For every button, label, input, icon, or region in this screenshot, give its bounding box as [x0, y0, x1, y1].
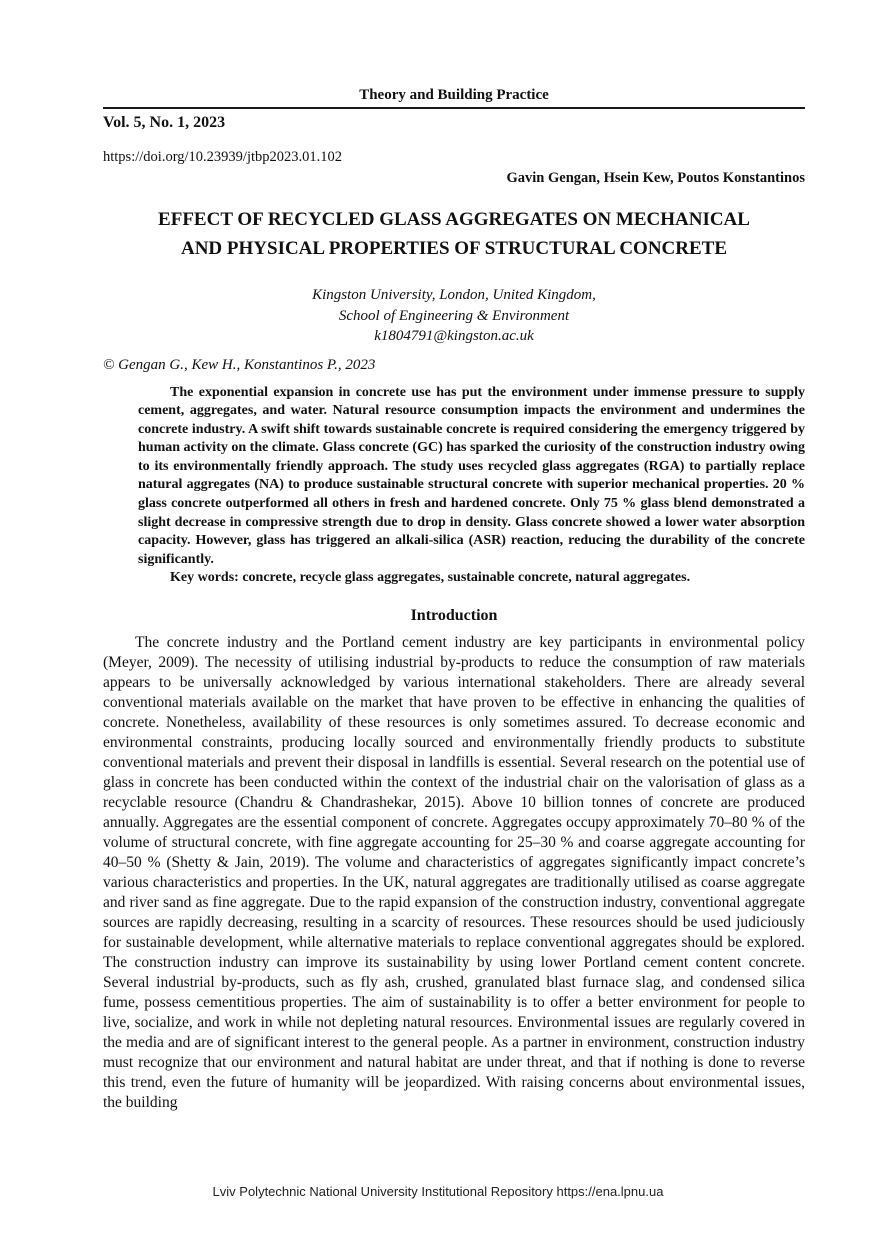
affiliation-school: School of Engineering & Environment [338, 307, 570, 324]
doi-link: https://doi.org/10.23939/jtbp2023.01.102 [103, 149, 342, 165]
introduction-heading: Introduction [410, 607, 498, 625]
affiliation-institution: Kingston University, London, United Kingdom, [312, 287, 596, 303]
abstract-block [138, 384, 805, 589]
keywords-line: Key words: concrete, recycle glass aggregates, sustainable concrete, natural aggregates. [170, 570, 691, 586]
paper-title-line-2: AND PHYSICAL PROPERTIES OF STRUCTURAL CONCRETE [180, 238, 728, 259]
journal-name: Theory and Building Practice [359, 87, 549, 103]
introduction-paragraph: The concrete industry and the Portland cement industry are key participants in environmental policy (Meyer, 2009). The necessity of utilising industrial by-products to reduce the consumption of raw materials appears to be universally acknowledged by various international stakeholders. There are already several conventional materials available on the market that have proven to be effective in enhancing the qualities of concrete. Nonetheless, availability of these resources is only sometimes assured. To decrease economic and environmental constraints, producing locally sourced and environmentally friendly products to substitute conventional materials and prevent their disposal in landfills is essential. Several research on the potential use of glass in concrete has been conducted within the context of the industrial chair on the valorisation of glass as a recyclable resource (Chandru & Chandrashekar, 2015). Above 10 billion tonnes of concrete are produced annually. Aggregates are the essential component of concrete. Aggregates occupy approximately 70–80 % of the volume of structural concrete, with fine aggregate accounting for 25–30 % and coarse aggregate accounting for 40–50 % (Shetty & Jain, 2019). The volume and characteristics of aggregates significantly impact concrete’s various characteristics and properties. In the UK, natural aggregates are traditionally utilised as coarse aggregate and river sand as fine aggregate. Due to the rapid expansion of the construction industry, conventional aggregate sources are rapidly decreasing, resulting in a scarcity of resources. These resources should be used judiciously for sustainable development, while alternative materials to replace conventional aggregates should be explored. The construction industry can improve its sustainability by using lower Portland cement content concrete. Several industrial by-products, such as fly ash, crushed, granulated blast furnace slag, and condensed silica fume, possess cementitious properties. The aim of sustainability is to offer a better environment for people to live, socialize, and work in while not depleting natural resources. Environmental issues are regularly covered in the media and are of significant interest to the general people. As a partner in environment, construction industry must recognize that our environment and natural habitat are under threat, and that if nothing is done to reverse this trend, even the future of humanity will be jeopardized. With raising concerns about environmental issues, the building [103, 634, 805, 1112]
header-rule [103, 107, 805, 109]
page-content [103, 0, 805, 1113]
volume-issue: Vol. 5, No. 1, 2023 [103, 114, 226, 131]
paper-title-line-1: EFFECT OF RECYCLED GLASS AGGREGATES ON MECHANICAL [158, 209, 750, 230]
paper-title [103, 205, 805, 263]
repository-footer: Lviv Polytechnic National University Institutional Repository https://ena.lpnu.ua [212, 1184, 664, 1199]
copyright-notice: © Gengan G., Kew H., Konstantinos P., 2023 [103, 356, 376, 373]
affiliation-email: k1804791@kingston.ac.uk [374, 328, 534, 344]
affiliation-block [103, 285, 805, 347]
authors-line: Gavin Gengan, Hsein Kew, Poutos Konstantinos [506, 170, 805, 186]
abstract-text: The exponential expansion in concrete use has put the environment under immense pressure to supply cement, aggregates, and water. Natural resource consumption impacts the environment and undermines the concrete industry. A swift shift towards sustainable concrete is required considering the emergency triggered by human activity on the climate. Glass concrete (GC) has sparked the curiosity of the construction industry owing to its environmentally friendly approach. The study uses recycled glass aggregates (RGA) to partially replace natural aggregates (NA) to produce sustainable structural concrete with superior mechanical properties. 20 % glass concrete outperformed all others in fresh and hardened concrete. Only 75 % glass blend demonstrated a slight decrease in compressive strength due to drop in density. Glass concrete showed a lower water absorption capacity. However, glass has triggered an alkali-silica (ASR) reaction, reducing the durability of the concrete significantly. [138, 384, 805, 567]
